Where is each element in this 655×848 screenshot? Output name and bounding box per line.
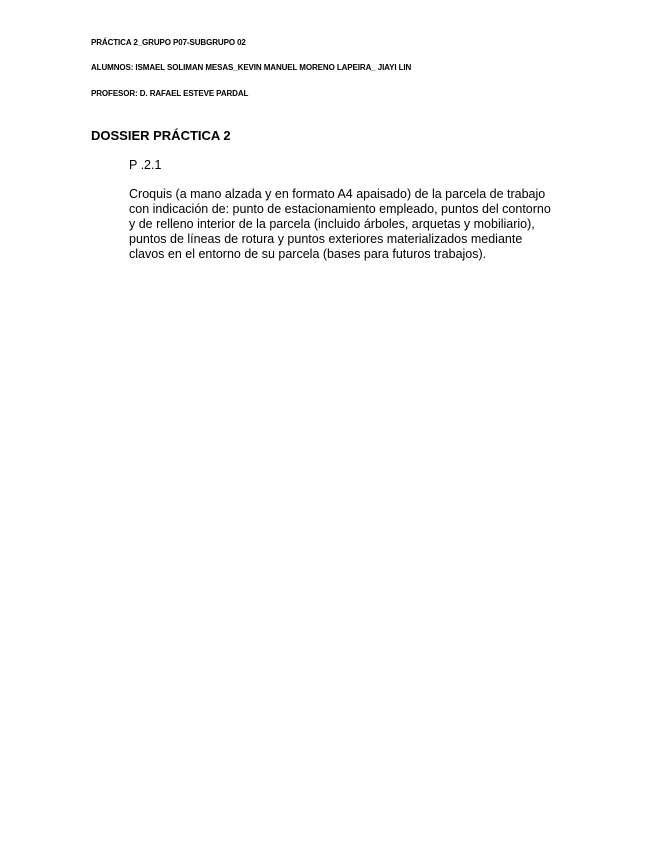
paragraph-line: clavos en el entorno de su parcela (bases para futuros trabajos).	[129, 247, 487, 261]
header-professor: PROFESOR: D. RAFAEL ESTEVE PARDAL	[91, 89, 249, 98]
section-heading: P .2.1	[129, 158, 162, 172]
header-students: ALUMNOS: ISMAEL SOLIMAN MESAS_KEVIN MANUEL MORENO LAPEIRA_ JIAYI LIN	[91, 63, 412, 72]
section-paragraph	[129, 187, 574, 262]
paragraph-line: Croquis (a mano alzada y en formato A4 apaisado) de la parcela de trabajo	[129, 187, 546, 201]
paragraph-line: puntos de líneas de rotura y puntos exteriores materializados mediante	[129, 232, 523, 246]
header-practice-group: PRÁCTICA 2_GRUPO P07-SUBGRUPO 02	[91, 38, 246, 47]
paragraph-line: y de relleno interior de la parcela (incluido árboles, arquetas y mobiliario),	[129, 217, 535, 231]
paragraph-line: con indicación de: punto de estacionamiento empleado, puntos del contorno	[129, 202, 551, 216]
document-title: DOSSIER PRÁCTICA 2	[91, 128, 231, 143]
